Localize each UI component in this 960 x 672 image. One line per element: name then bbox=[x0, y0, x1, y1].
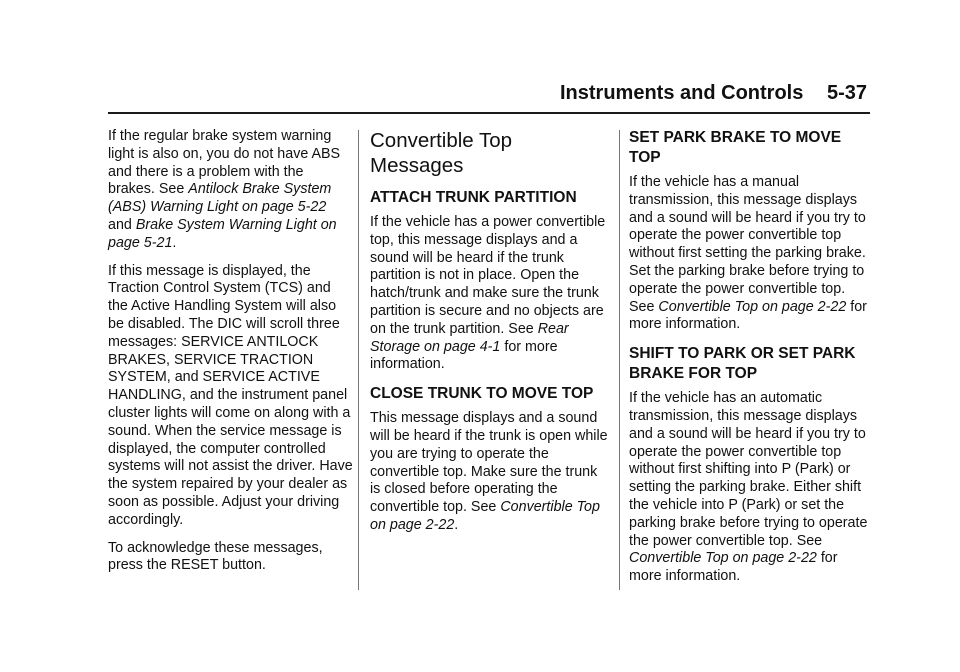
link-rear-storage[interactable]: Rear Storage on page 4-1 bbox=[370, 320, 569, 355]
section-heading-convertible-top-messages: Convertible Top Messages bbox=[370, 129, 513, 177]
page-number: 5-37 bbox=[826, 82, 867, 104]
column-2 bbox=[370, 128, 610, 545]
paragraph-attach-trunk-partition: If the vehicle has a power convertible top, this message displays and a sound will be heard if the trunk partition is not in place. Open the hatch/trunk and make sure the trunk partition is secure and no objects are on the trunk partition. See Rear Storage on page 4-1 for more information. bbox=[370, 214, 606, 373]
heading-attach-trunk-partition: ATTACH TRUNK PARTITION bbox=[370, 189, 577, 206]
paragraph-set-park-brake: If the vehicle has a manual transmission, this message displays and a sound will be heard if you try to operate the power convertible top without first setting the parking brake. Set the parking brake before trying to operate the power convertible top. See Convertible Top on page 2-22 for more information. bbox=[629, 174, 867, 333]
heading-close-trunk: CLOSE TRUNK TO MOVE TOP bbox=[370, 385, 594, 403]
paragraph-abs-warning: If the regular brake system warning light is also on, you do not have ABS and there is a problem with the brakes. See Antilock Brake System (ABS) Warning Light on page 5-22 and Brake System Warning Light on page 5-21. bbox=[108, 128, 341, 251]
link-brake-system-warning-light[interactable]: Brake System Warning Light on page 5-21 bbox=[108, 216, 337, 251]
heading-set-park-brake: SET PARK BRAKE TO MOVE TOP bbox=[629, 129, 842, 166]
column-divider-1 bbox=[358, 130, 359, 590]
heading-shift-to-park: SHIFT TO PARK OR SET PARK BRAKE FOR TOP bbox=[629, 345, 856, 383]
header-rule bbox=[108, 112, 870, 114]
paragraph-tcs-disabled: If this message is displayed, the Traction Control System (TCS) and the Active Handling System will also be disabled. The DIC will scroll three messages: SERVICE ANTILOCK BRAKES, SERVICE TRACTION SYSTEM, and SERVICE ACTIVE HANDLING, and the instrument panel cluster lights will come on along with a sound. When the service message is displayed, the computer controlled systems will not assist the driver. Have the system repaired by your dealer as soon as possible. Adjust your driving accordingly. bbox=[108, 262, 353, 528]
column-3 bbox=[629, 128, 871, 596]
paragraph-shift-to-park: If the vehicle has an automatic transmission, this message displays and a sound will be heard if you try to operate the power convertible top without first shifting into P (Park) or setting the parking brake. Either shift the vehicle into P (Park) or set the parking brake before trying to operate the power convertible top. See Convertible Top on page 2-22 for more information. bbox=[629, 390, 868, 585]
paragraph-acknowledge: To acknowledge these messages, press the RESET button. bbox=[108, 539, 323, 574]
link-abs-warning-light[interactable]: Antilock Brake System (ABS) Warning Light on page 5-22 bbox=[108, 181, 332, 216]
section-title: Instruments and Controls bbox=[560, 82, 804, 104]
paragraph-close-trunk: This message displays and a sound will be heard if the trunk is open while you are trying to operate the convertible top. Make sure the trunk is closed before operating the convertible top. See Convertible Top on page 2-22. bbox=[370, 410, 608, 533]
link-convertible-top[interactable]: Convertible Top on page 2-22 bbox=[629, 550, 817, 567]
link-convertible-top[interactable]: Convertible Top on page 2-22 bbox=[370, 499, 600, 533]
page-header bbox=[560, 78, 867, 108]
column-1 bbox=[108, 128, 354, 585]
link-convertible-top[interactable]: Convertible Top on page 2-22 bbox=[658, 298, 847, 315]
column-divider-2 bbox=[619, 130, 620, 590]
